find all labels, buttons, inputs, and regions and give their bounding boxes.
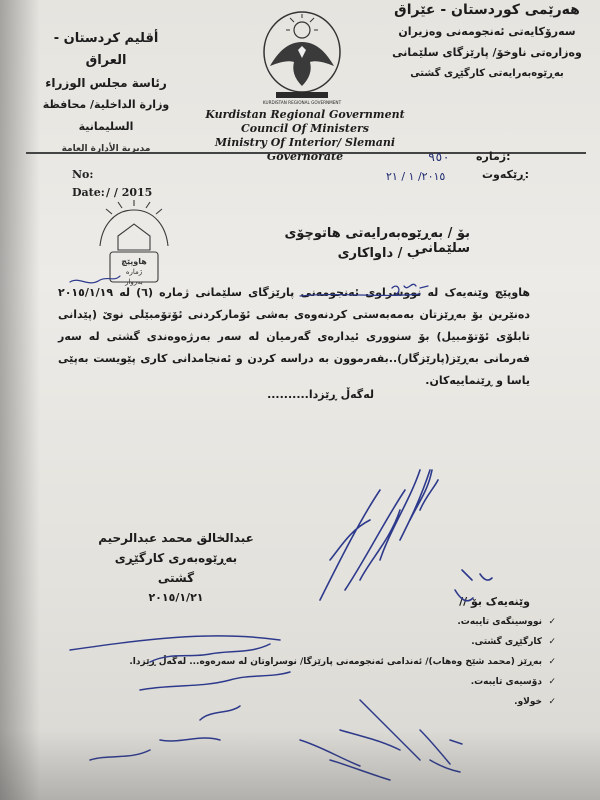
check-icon: ✓ bbox=[548, 677, 556, 687]
letter-regards: لەگەڵ ڕێزدا.......... bbox=[267, 388, 374, 401]
ref-date-label: Date: bbox=[72, 186, 105, 199]
cc-item-text: دۆسیەی تایبەت. bbox=[470, 677, 542, 687]
cc-title: وێنەیەک بۆ // bbox=[459, 595, 530, 608]
header-en-council: Council Of Ministers bbox=[241, 122, 369, 135]
check-icon: ✓ bbox=[548, 637, 556, 647]
cc-item-text: بەڕێز (محمد شێخ وەهاب)/ ئەندامی ئەنجومەنی پارێزگا/ نوسراوتان لە سەرەوە... لەگەڵ ڕێزدا. bbox=[129, 657, 542, 667]
header-ar-directorate: مديرية الأدارة العامة bbox=[61, 144, 151, 154]
header-ku-ministry: وەزارەتی ناوخۆ/ پارێزگای سلێمانی bbox=[392, 46, 582, 59]
letter-recipient: بۆ / بەڕێوەبەرایەتی هاتوچۆی سلێمانی bbox=[284, 226, 470, 256]
ref-date-label-ku: ڕێکەوت: bbox=[482, 168, 529, 181]
emblem-caption: KURDISTAN REGIONAL GOVERNMENT bbox=[262, 100, 342, 105]
check-icon: ✓ bbox=[548, 617, 556, 627]
cc-item-text: خولاو. bbox=[514, 697, 542, 707]
check-icon: ✓ bbox=[548, 657, 556, 667]
letter-body: هاوپێچ وێنەیەک لە نووسراوی ئەنجومەنی پارێزگای سلێمانی ژمارە (٦) لە ٢٠١٥/١/١٩ دەنێرین بۆ بەڕێزتان بەمەبەستی کردنەوەی بەشی ئۆمارکردنی ئۆتۆمبێلی نوێ (پێدانی تابلۆی ئۆتۆمبیل) بۆ سنووری ئیدارەی گەرمیان لە سەر بەرژەوەندی گشتی لە سەر فەرمانی بەڕێز(پارێزگار)..بفەرموون بە دراسە کردن و ئەنجامدانی کاری پێویست بەپێی یاسا و ڕێنماییەکان. bbox=[58, 286, 530, 387]
photo-shadow-bottom bbox=[0, 730, 600, 800]
header-ar-council: رئاسة مجلس الوزراء bbox=[45, 76, 167, 90]
header-ar-region: أقليم كردستان - العراق bbox=[53, 31, 159, 68]
letter-subject: ب / داواکاری bbox=[337, 246, 420, 261]
handwritten-signature-center bbox=[320, 470, 438, 600]
stamp-line3: بەروار bbox=[125, 278, 143, 286]
handwritten-stamp-date bbox=[70, 276, 120, 283]
handwritten-number bbox=[392, 284, 428, 294]
header-en-government: Kurdistan Regional Government bbox=[205, 108, 405, 121]
ref-number-label-ku: ژمارە: bbox=[476, 150, 511, 163]
stamp-line2: ژمارە bbox=[125, 268, 143, 276]
check-icon: ✓ bbox=[548, 697, 556, 707]
signer-title: بەڕێوەبەری کارگێڕی گشتی bbox=[114, 551, 238, 585]
signer-date: ٢٠١٥/١/٢١ bbox=[148, 591, 204, 604]
cc-item-text: کارگێڕی گشتی. bbox=[471, 637, 542, 647]
ref-date-value-ku: ٢٠١٥/ ١ / ٢١ bbox=[386, 170, 446, 183]
header-ar-ministry: وزارة الداخلية/ محافظة السليمانية bbox=[42, 98, 170, 133]
signer-name: عبدالخالق محمد عبدالرحيم bbox=[98, 531, 254, 545]
handwritten-date-right bbox=[455, 570, 492, 601]
stamp-line1: هاوپێچ bbox=[121, 257, 147, 266]
header-ku-council: سەرۆکایەتی ئەنجومەنی وەزیران bbox=[398, 25, 576, 38]
header-en-ministry: Ministry Of Interior/ Slemani Governorate bbox=[214, 136, 396, 163]
cc-item-text: نووسینگەی تایبەت. bbox=[457, 617, 542, 627]
header-ku-region: هەرێمی کوردستان - عێراق bbox=[394, 2, 580, 18]
handwritten-underline bbox=[300, 294, 420, 296]
header-ku-directorate: بەڕێوەبەرایەتی کارگێڕی گشتی bbox=[410, 68, 564, 79]
ref-number-value: ٩٥٠ bbox=[428, 150, 450, 164]
ref-date-value: / / 2015 bbox=[106, 186, 153, 199]
ref-no-label: No: bbox=[72, 168, 94, 181]
